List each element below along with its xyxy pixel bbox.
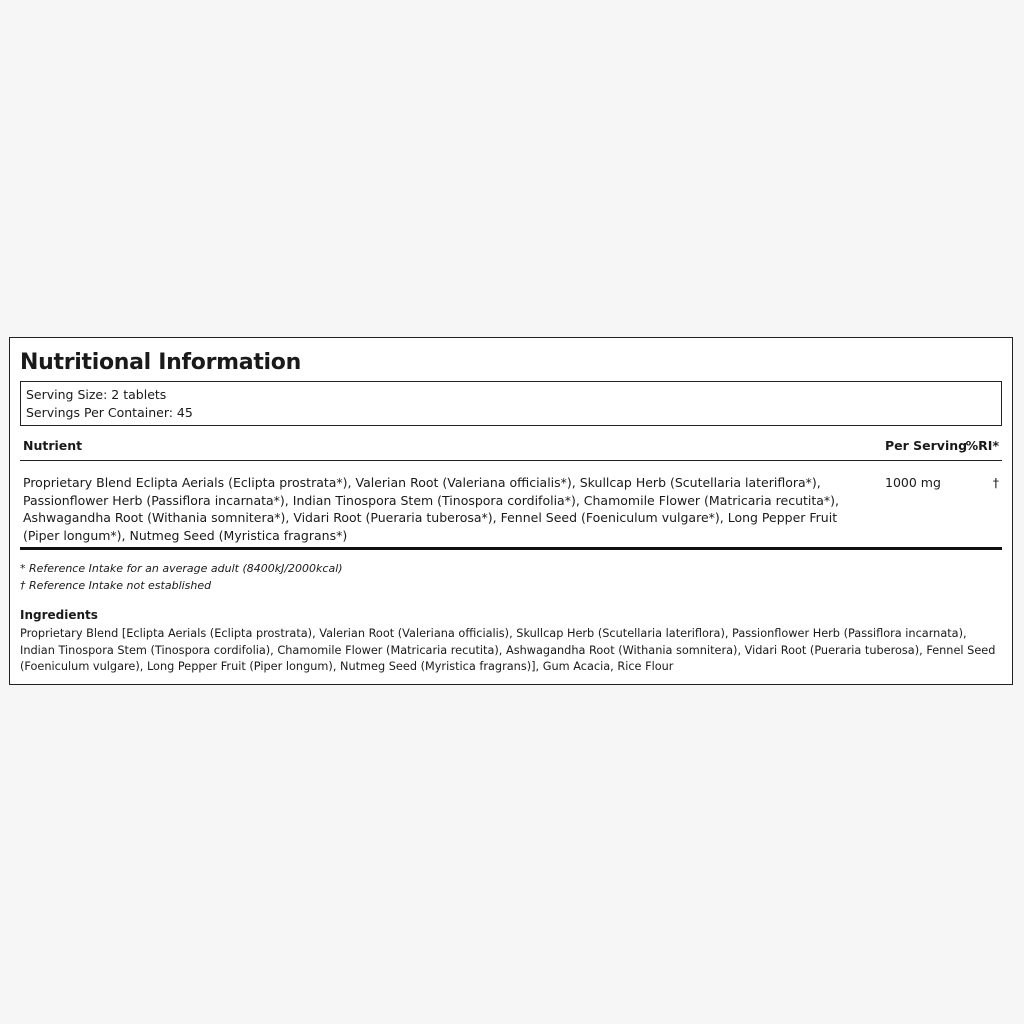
servings-per-container: Servings Per Container: 45 [26, 404, 193, 420]
nutrient-table-header [20, 436, 1002, 461]
footnote-reference-intake: * Reference Intake for an average adult (8400kJ/2000kcal) [20, 562, 343, 575]
footnotes [20, 561, 1002, 594]
footnote-not-established: † Reference Intake not established [20, 578, 212, 592]
row-nutrient: Proprietary Blend Eclipta Aerials (Eclipta prostrata*), Valerian Root (Valeriana officialis*), Skullcap Herb (Scutellaria lateriflora*), Passionflower Herb (Passiflora incarnata*), Indian Tinospora Stem (Tinospora cordifolia*), Chamomile Flower (Matricaria recutita*), Ashwagandha Root (Withania somnitera*), Vidari Root (Pueraria tuberosa*), Fennel Seed (Foeniculum vulgare*), Long Pepper Fruit (Piper longum*), Nutmeg Seed (Myristica fragrans*) [23, 475, 840, 543]
label-title: Nutritional Information [20, 350, 301, 375]
row-per-serving: 1000 mg [885, 475, 941, 490]
ingredients-title: Ingredients [20, 608, 98, 622]
serving-size: Serving Size: 2 tablets [26, 387, 167, 402]
row-ri: † [992, 475, 999, 490]
header-per-serving: Per Serving [885, 438, 968, 453]
serving-info-box [20, 381, 1002, 426]
table-row [20, 461, 1002, 550]
header-nutrient: Nutrient [23, 438, 83, 453]
nutrition-label [9, 337, 1013, 685]
ingredients-text: Proprietary Blend [Eclipta Aerials (Eclipta prostrata), Valerian Root (Valeriana officialis), Skullcap Herb (Scutellaria lateriflora), Passionflower Herb (Passiflora incarnata), Indian Tinospora Stem (Tinospora cordifolia), Chamomile Flower (Matricaria recutita), Ashwagandha Root (Withania somnitera), Vidari Root (Pueraria tuberosa), Fennel Seed (Foeniculum vulgare), Long Pepper Fruit (Piper longum), Nutmeg Seed (Myristica fragrans)], Gum Acacia, Rice Flour [20, 627, 996, 673]
header-ri: %RI* [965, 438, 999, 453]
